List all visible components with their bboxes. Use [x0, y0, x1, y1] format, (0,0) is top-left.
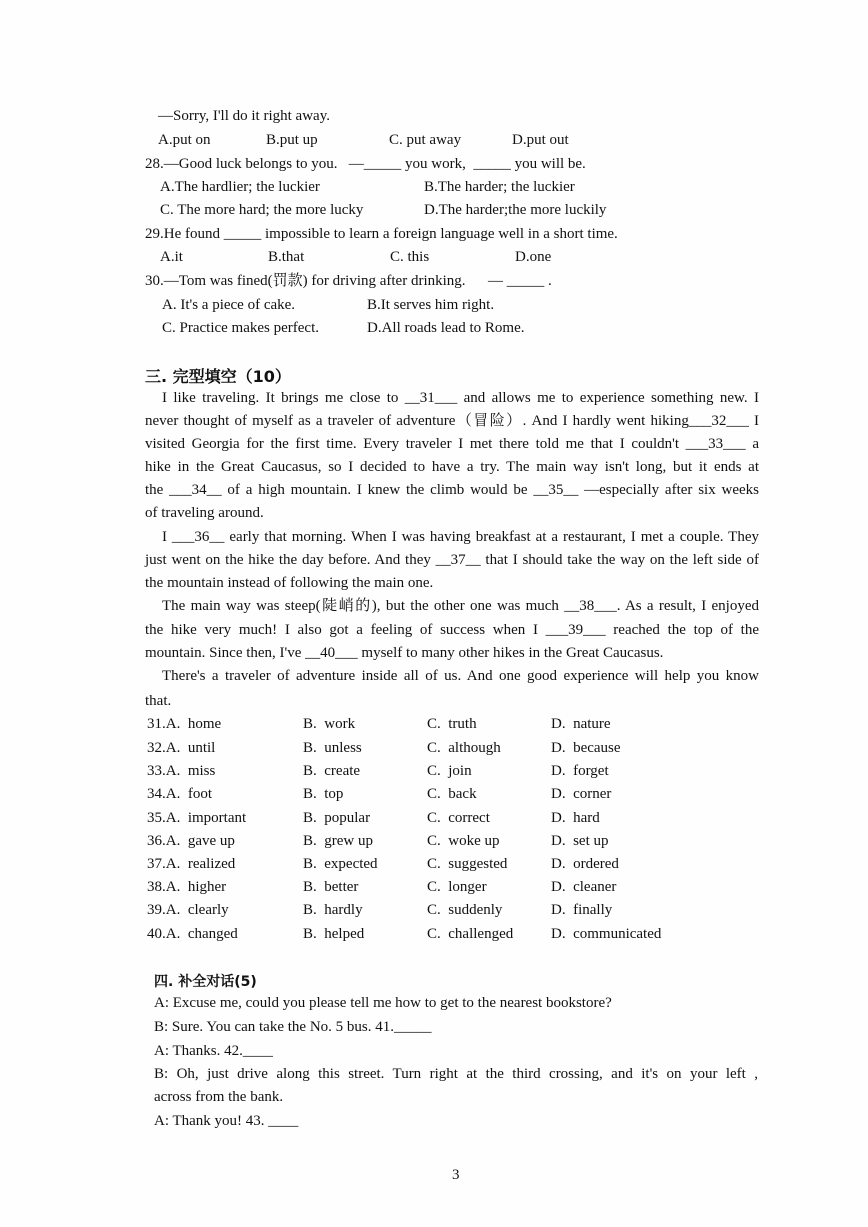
passage-line: mountain. Since then, I've __40___ myself to many other hikes in the Great Caucasus. [145, 645, 664, 661]
option-37-b: B. expected [303, 856, 378, 872]
passage-line: the ___34__ of a high mountain. I knew the climb would be __35__ —especially after six weeks [145, 482, 759, 498]
option-39-c: C. suddenly [427, 902, 503, 918]
q27-option-d: D.put out [512, 132, 569, 148]
passage-line: I like traveling. It brings me close to __31___ and allows me to experience something new. I [162, 390, 759, 406]
passage-line: I ___36__ early that morning. When I was having breakfast at a restaurant, I met a couple. They [162, 529, 759, 545]
option-31-d: D. nature [551, 716, 611, 732]
passage-line: that. [145, 693, 172, 709]
option-35-b: B. popular [303, 810, 371, 826]
option-40-c: C. challenged [427, 926, 514, 942]
option-40-d: D. communicated [551, 926, 662, 942]
q27-option-b: B.put up [266, 132, 318, 148]
option-31-b: B. work [303, 716, 356, 732]
q30-option-c: C. Practice makes perfect. [162, 320, 320, 336]
q29-option-d: D.one [515, 249, 552, 265]
option-34-c: C. back [427, 786, 477, 802]
dialogue-line: across from the bank. [154, 1089, 284, 1105]
passage-line: The main way was steep(陡峭的), but the other one was much __38___. As a result, I enjoyed [162, 598, 759, 614]
passage-line: the hike very much! I also got a feeling of success when I ___39___ reached the top of the [145, 622, 759, 638]
q30-stem: 30.—Tom was fined(罚款) for driving after drinking. — _____ . [145, 273, 552, 289]
option-34-a: 34.A. foot [147, 786, 212, 802]
passage-line: There's a traveler of adventure inside all of us. And one good experience will help you know [162, 668, 759, 684]
option-32-d: D. because [551, 740, 621, 756]
option-31-a: 31.A. home [147, 716, 222, 732]
option-39-b: B. hardly [303, 902, 363, 918]
option-37-c: C. suggested [427, 856, 508, 872]
option-40-b: B. helped [303, 926, 365, 942]
option-39-d: D. finally [551, 902, 613, 918]
option-33-c: C. join [427, 763, 472, 779]
passage-line: hike in the Great Caucasus, so I decided to have a try. The main way isn't long, but it ends at [145, 459, 759, 475]
option-37-d: D. ordered [551, 856, 619, 872]
option-33-b: B. create [303, 763, 361, 779]
dialogue-line: B: Sure. You can take the No. 5 bus. 41._____ [154, 1019, 432, 1035]
q30-option-b: B.It serves him right. [367, 297, 495, 313]
option-31-c: C. truth [427, 716, 477, 732]
passage-line: of traveling around. [145, 505, 264, 521]
option-36-b: B. grew up [303, 833, 373, 849]
option-38-c: C. longer [427, 879, 487, 895]
dialogue-line: A: Thanks. 42.____ [154, 1043, 273, 1059]
passage-line: the mountain instead of following the main one. [145, 575, 434, 591]
q27-option-a: A.put on [158, 132, 211, 148]
option-38-b: B. better [303, 879, 359, 895]
dialogue-line: A: Excuse me, could you please tell me how to get to the nearest bookstore? [154, 995, 612, 1011]
passage-line: visited Georgia for the first time. Every traveler I met there told me that I couldn't ___33___ a [145, 436, 759, 452]
option-34-d: D. corner [551, 786, 612, 802]
option-35-d: D. hard [551, 810, 600, 826]
option-33-d: D. forget [551, 763, 609, 779]
option-32-c: C. although [427, 740, 501, 756]
section-heading-cloze: 三. 完型填空（10） [145, 367, 291, 386]
option-32-a: 32.A. until [147, 740, 216, 756]
q28-option-b: B.The harder; the luckier [424, 179, 575, 195]
passage-line: never thought of myself as a traveler of adventure（冒险）. And I hardly went hiking___32___ I [145, 413, 759, 429]
option-34-b: B. top [303, 786, 344, 802]
option-32-b: B. unless [303, 740, 362, 756]
option-40-a: 40.A. changed [147, 926, 238, 942]
option-36-d: D. set up [551, 833, 609, 849]
option-38-a: 38.A. higher [147, 879, 227, 895]
option-38-d: D. cleaner [551, 879, 617, 895]
option-35-c: C. correct [427, 810, 490, 826]
dialogue-line: A: Thank you! 43. ____ [154, 1113, 299, 1129]
option-33-a: 33.A. miss [147, 763, 216, 779]
q28-option-c: C. The more hard; the more lucky [160, 202, 364, 218]
q29-option-c: C. this [390, 249, 430, 265]
option-37-a: 37.A. realized [147, 856, 236, 872]
section-heading-dialogue: 四. 补全对话(5) [154, 974, 257, 990]
q29-stem: 29.He found _____ impossible to learn a foreign language well in a short time. [145, 226, 618, 242]
passage-line: just went on the hike the day before. And they __37__ that I should take the way on the left side of [145, 552, 759, 568]
option-39-a: 39.A. clearly [147, 902, 229, 918]
page-number: 3 [452, 1167, 460, 1183]
q29-option-b: B.that [268, 249, 305, 265]
q30-option-d: D.All roads lead to Rome. [367, 320, 525, 336]
option-36-c: C. woke up [427, 833, 500, 849]
q30-option-a: A. It's a piece of cake. [162, 297, 296, 313]
q28-option-d: D.The harder;the more luckily [424, 202, 607, 218]
option-36-a: 36.A. gave up [147, 833, 235, 849]
q28-stem: 28.—Good luck belongs to you. —_____ you work, _____ you will be. [145, 156, 586, 172]
option-35-a: 35.A. important [147, 810, 247, 826]
q29-option-a: A.it [160, 249, 183, 265]
q28-option-a: A.The hardlier; the luckier [160, 179, 320, 195]
q27-option-c: C. put away [389, 132, 462, 148]
dialogue-line: B: Oh, just drive along this street. Turn right at the third crossing, and it's on your left , [154, 1066, 758, 1082]
q27-reply: —Sorry, I'll do it right away. [158, 108, 330, 124]
